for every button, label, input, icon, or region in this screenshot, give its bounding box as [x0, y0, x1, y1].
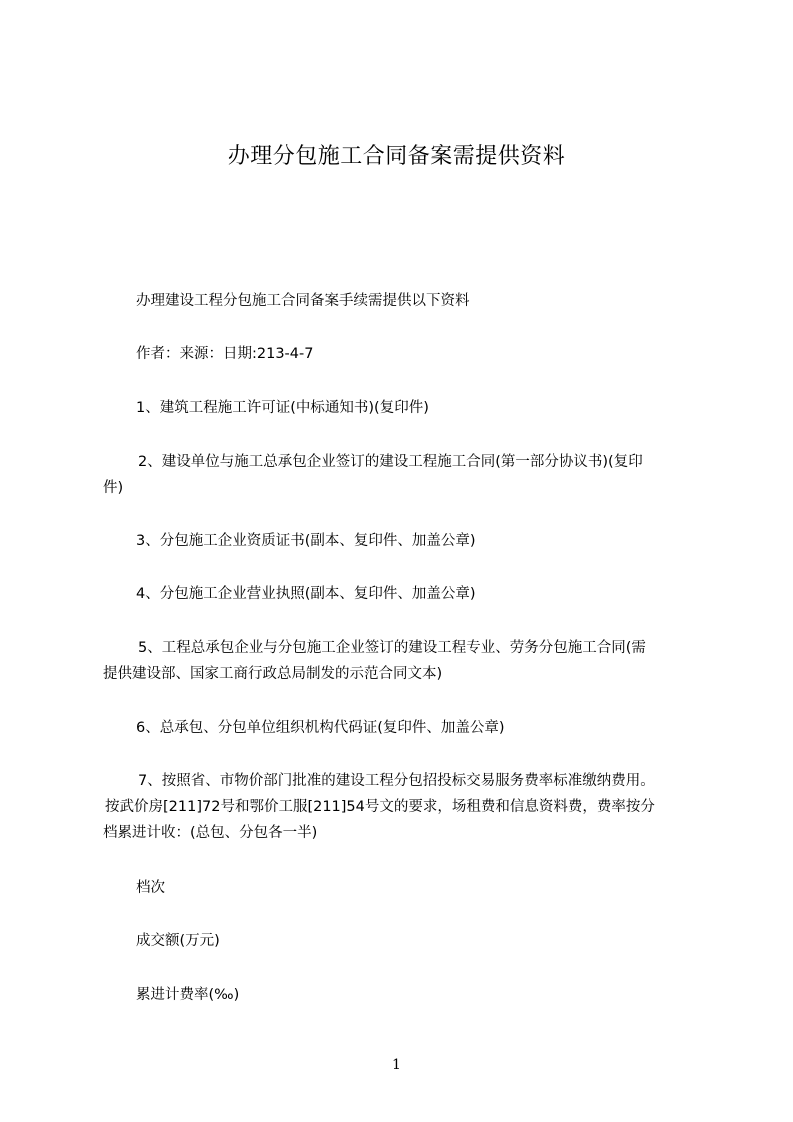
list-item-2: [103, 449, 703, 501]
intro-paragraph: 办理建设工程分包施工合同备案手续需提供以下资料: [136, 293, 470, 309]
list-item-5-line-2: 提供建设部、国家工商行政总局制发的示范合同文本): [103, 666, 443, 682]
list-item-3-line-1: 3、分包施工企业资质证书(副本、复印件、加盖公章): [136, 533, 476, 549]
list-item-6: [103, 715, 736, 741]
list-item-2-line-1: 2、建设单位与施工总承包企业签订的建设工程施工合同(第一部分协议书)(复印: [138, 454, 643, 470]
list-item-1: [103, 395, 736, 421]
list-item-7-line-2: 按武价房[211]72号和鄂价工服[211]54号文的要求，场租费和信息资料费，费率按分: [105, 799, 655, 815]
meta-line: 作者：来源：日期:213-4-7: [136, 346, 314, 362]
list-item-5: [103, 635, 703, 687]
table-label-amount: 成交额(万元): [136, 933, 220, 949]
list-item-7-line-1: 7、按照省、市物价部门批准的建设工程分包招投标交易服务费率标准缴纳费用。: [138, 773, 655, 789]
table-label-tier: 档次: [136, 880, 165, 896]
document-title: 办理分包施工合同备案需提供资料: [227, 144, 566, 169]
list-item-4: [103, 581, 736, 607]
list-item-2-line-2: 件): [103, 480, 124, 496]
list-item-7: [103, 768, 703, 846]
page-number: 1: [392, 1057, 401, 1073]
list-item-4-line-1: 4、分包施工企业营业执照(副本、复印件、加盖公章): [136, 586, 476, 602]
list-item-7-line-3: 档累进计收：(总包、分包各一半): [103, 825, 318, 841]
list-item-6-line-1: 6、总承包、分包单位组织机构代码证(复印件、加盖公章): [136, 720, 505, 736]
list-item-1-line-1: 1、建筑工程施工许可证(中标通知书)(复印件): [136, 400, 429, 416]
list-item-5-line-1: 5、工程总承包企业与分包施工企业签订的建设工程专业、劳务分包施工合同(需: [138, 640, 646, 656]
list-item-3: [103, 528, 736, 554]
table-label-rate: 累进计费率(‰): [136, 987, 240, 1003]
